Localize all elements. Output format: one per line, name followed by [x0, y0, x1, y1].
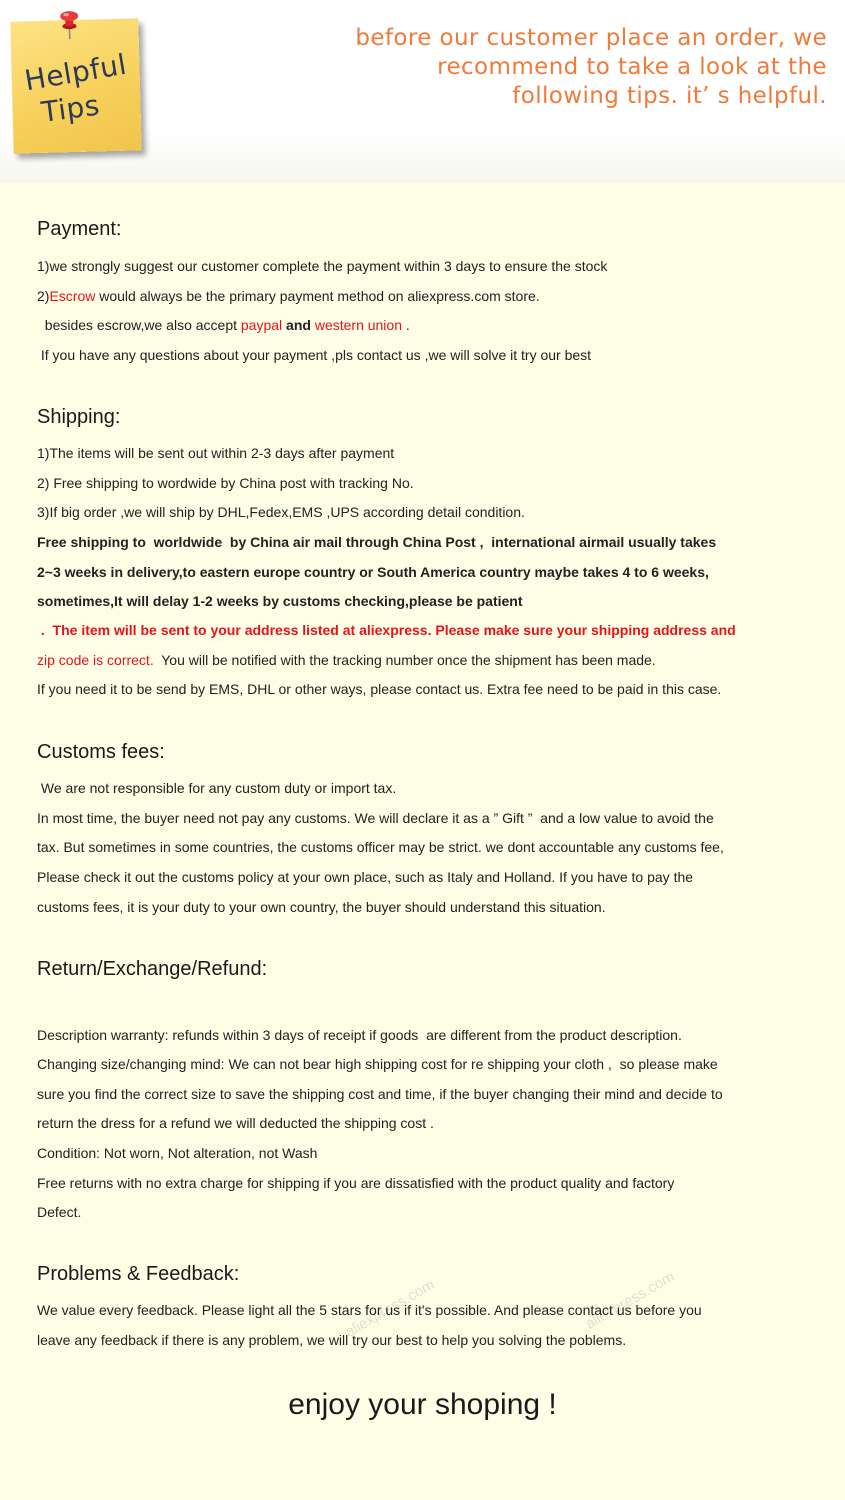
escrow-highlight: Escrow	[49, 288, 96, 304]
customs-line: tax. But sometimes in some countries, the customs officer may be strict. we dont accountable any customs fee,	[37, 839, 724, 855]
feedback-line: We value every feedback. Please light all the 5 stars for us if it's possible. And please contact us before you	[37, 1302, 702, 1318]
customs-line: customs fees, it is your duty to your own country, the buyer should understand this situation.	[37, 899, 606, 915]
shipping-title: Shipping:	[37, 406, 121, 428]
shipping-line: sometimes,It will delay 1-2 weeks by customs checking,please be patient	[37, 593, 523, 609]
paypal-highlight: paypal	[240, 317, 283, 333]
text-span: besides escrow,we also accept	[37, 317, 241, 333]
shipping-line: . The item will be sent to your address listed at aliexpress. Please make sure your shipping address and	[37, 622, 736, 638]
header-text-line: following tips. it’ s helpful.	[512, 83, 827, 109]
shipping-line: 3)If big order ,we will ship by DHL,Fedex,EMS ,UPS according detail condition.	[37, 504, 525, 520]
feedback-title: Problems & Feedback:	[37, 1263, 240, 1285]
returns-line: Changing size/changing mind: We can not bear high shipping cost for re shipping your cloth , so please make	[37, 1056, 718, 1072]
watermark: aliexpress.com	[582, 1268, 678, 1333]
payment-line: If you have any questions about your payment ,pls contact us ,we will solve it try our best	[37, 347, 592, 363]
helpful-tips-note	[10, 18, 141, 153]
customs-line: We are not responsible for any custom duty or import tax.	[37, 780, 397, 796]
customs-line: Please check it out the customs policy at your own place, such as Italy and Holland. If you have to pay the	[37, 869, 694, 885]
header-banner	[0, 0, 845, 183]
returns-line: Condition: Not worn, Not alteration, not Wash	[37, 1145, 318, 1161]
shipping-line: Free shipping to worldwide by China air mail through China Post , international airmail usually takes	[37, 534, 717, 550]
returns-title: Return/Exchange/Refund:	[37, 958, 268, 980]
closing-message: enjoy your shoping !	[288, 1388, 557, 1421]
payment-line	[37, 288, 540, 304]
payment-line: 1)we strongly suggest our customer complete the payment within 3 days to ensure the stock	[37, 258, 608, 274]
text-span: .	[402, 317, 410, 333]
note-title-tips: Tips	[39, 88, 102, 129]
text-span: You will be notified with the tracking number once the shipment has been made.	[153, 652, 656, 668]
payment-title: Payment:	[37, 218, 122, 240]
customs-line: In most time, the buyer need not pay any customs. We will declare it as a ” Gift ” and a low value to avoid the	[37, 810, 714, 826]
shipping-line: 1)The items will be sent out within 2-3 days after payment	[37, 445, 395, 461]
western-union-highlight: western union	[314, 317, 402, 333]
zip-code-highlight: zip code is correct.	[37, 652, 154, 668]
returns-line: sure you find the correct size to save the shipping cost and time, if the buyer changing their mind and decide to	[37, 1086, 723, 1102]
feedback-line: leave any feedback if there is any problem, we will try our best to help you solving the poblems.	[37, 1332, 627, 1348]
text-span: and	[282, 317, 315, 333]
returns-line: return the dress for a refund we will deducted the shipping cost .	[37, 1115, 434, 1131]
payment-line	[37, 317, 410, 333]
header-text-line: recommend to take a look at the	[437, 54, 827, 80]
returns-line: Defect.	[37, 1204, 82, 1220]
text-span: would always be the primary payment method on aliexpress.com store.	[95, 288, 540, 304]
note-title-helpful: Helpful	[22, 47, 130, 98]
pushpin-icon	[58, 10, 81, 41]
text-span: 2)	[37, 288, 50, 304]
customs-title: Customs fees:	[37, 741, 165, 763]
shipping-line: 2~3 weeks in delivery,to eastern europe country or South America country maybe takes 4 to 6 weeks,	[37, 564, 709, 580]
returns-line: Description warranty: refunds within 3 days of receipt if goods are different from the product description.	[37, 1027, 682, 1043]
header-text-line: before our customer place an order, we	[355, 25, 827, 51]
watermark: aliexpress.com	[342, 1276, 438, 1341]
header-intro-text	[267, 24, 827, 111]
shipping-line	[37, 652, 656, 668]
returns-line: Free returns with no extra charge for shipping if you are dissatisfied with the product quality and factory	[37, 1175, 675, 1191]
shipping-line: If you need it to be send by EMS, DHL or other ways, please contact us. Extra fee need to be paid in this case.	[37, 681, 722, 697]
shipping-line: 2) Free shipping to wordwide by China post with tracking No.	[37, 475, 414, 491]
